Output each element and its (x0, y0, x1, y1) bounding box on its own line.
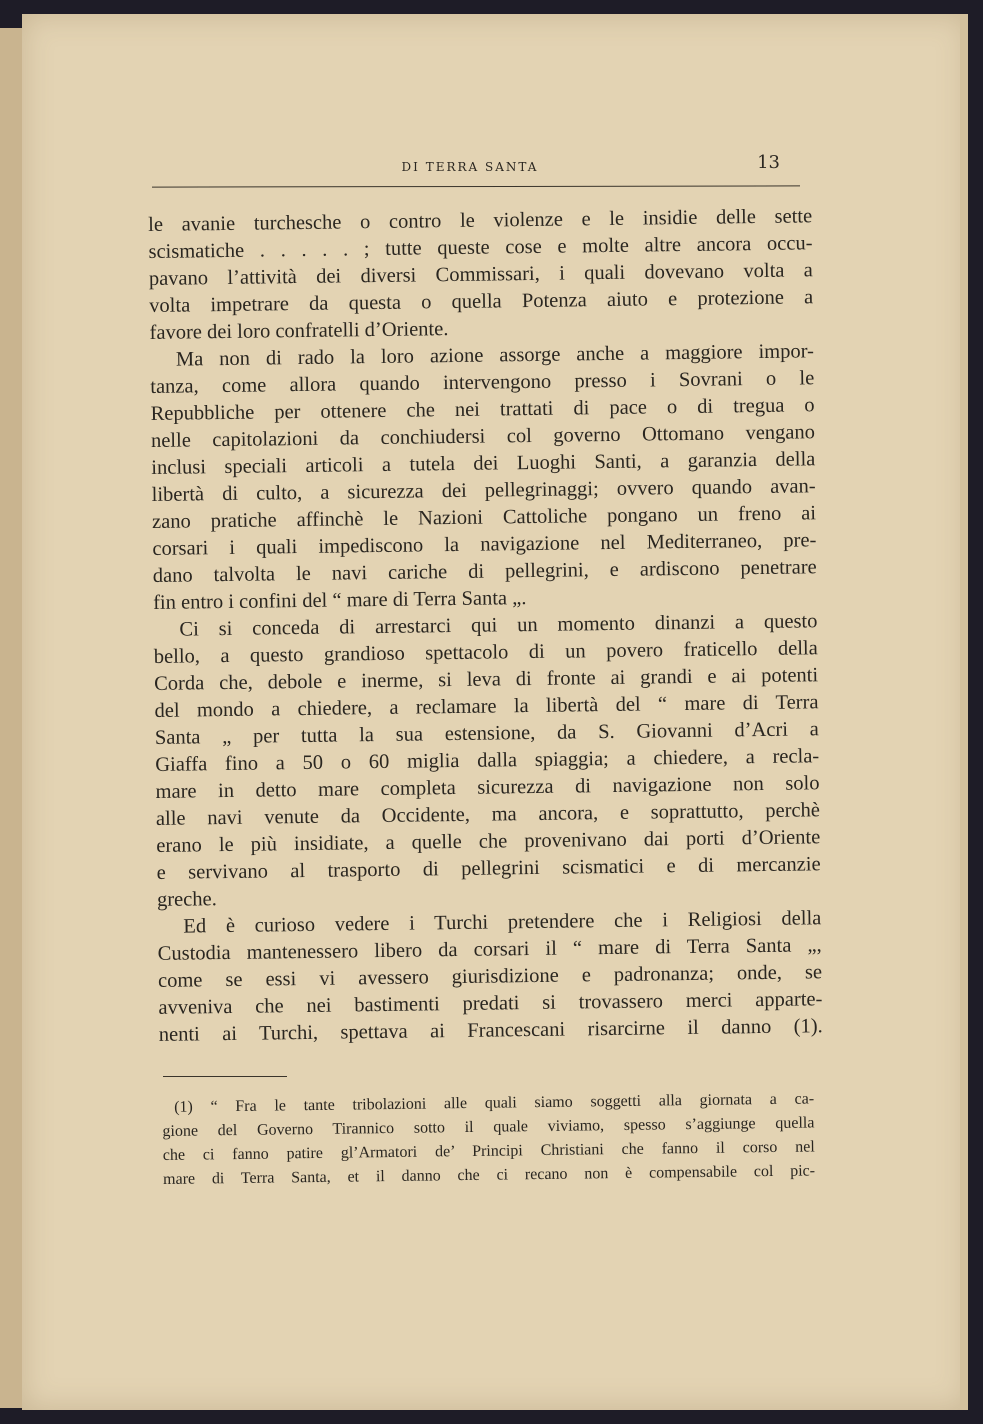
body-line: mare in detto mare completa sicurezza di navigazione non solo (155, 772, 820, 803)
body-line: Custodia mantenessero libero da corsari il “ mare di Terra Santa „, (157, 934, 822, 965)
body-line: greche. (156, 888, 217, 911)
footnote-line: gione del Governo Tirannico sotto il quale viviamo, spesso s’aggiunge quella (162, 1114, 815, 1140)
running-title: DI TERRA SANTA (401, 160, 539, 174)
footnote-line: mare di Terra Santa, et il danno che ci recano non è compensabile col pic- (162, 1162, 816, 1188)
body-line: inclusi speciali articoli a tutela dei Luoghi Santi, a garanzia della (151, 448, 816, 479)
footnote-rule (163, 1076, 287, 1077)
body-line: Ci si conceda di arrestarci qui un momento dinanzi a questo (179, 610, 818, 641)
body-line: nenti ai Turchi, spettava ai Francescani risarcirne il danno (1). (158, 1015, 823, 1046)
footnote (162, 1087, 815, 1192)
body-line: Corda che, debole e inerme, si leva di fronte ai grandi e ai potenti (154, 664, 819, 695)
body-line: come se essi vi avessero giurisdizione e padronanza; onde, se (157, 961, 823, 992)
page-right-edge (960, 14, 968, 1410)
body-line: Giaffa fino a 50 o 60 miglia dalla spiaggia; a chiedere, a recla- (155, 745, 820, 776)
body-line: erano le più insidiate, a quelle che provenivano dai porti d’Oriente (156, 826, 821, 857)
body-line: Ed è curioso vedere i Turchi pretendere che i Religiosi della (183, 907, 822, 938)
body-line: dano talvolta le navi cariche di pellegrini, e ardiscono penetrare (152, 556, 817, 587)
body-line: tanza, come allora quando intervengono presso i Sovrani o le (150, 367, 815, 398)
footnote-line: (1) “ Fra le tante tribolazioni alle quali siamo soggetti alla giornata a ca- (174, 1090, 815, 1116)
body-line: nelle capitolazioni da conchiudersi col governo Ottomano vengano (150, 421, 816, 452)
body-line: avveniva che nei bastimenti predati si trovassero merci apparte- (158, 988, 823, 1019)
page-number: 13 (757, 152, 780, 173)
body-line: zano pratiche affinchè le Nazioni Cattoliche pongano un freno ai (151, 502, 817, 533)
body-line: del mondo a chiedere, a reclamare la libertà del “ mare di Terra (154, 691, 819, 722)
body-line: e servivano al trasporto di pellegrini scismatici e di mercanzie (156, 853, 821, 884)
body-line: scismatiche . . . . . ; tutte queste cose e molte altre ancora occu- (148, 232, 813, 263)
body-line: bello, a questo grandioso spettacolo di un povero fraticello della (153, 637, 818, 668)
body-line: pavano l’attività dei diversi Commissari, i quali dovevano volta a (148, 259, 813, 290)
body-text (148, 203, 823, 1049)
body-line: volta impetrare da questa o quella Potenza aiuto e protezione a (149, 286, 814, 317)
body-line: libertà di culto, a sicurezza dei pellegrinaggi; ovvero quando avan- (151, 475, 816, 506)
body-line: fin entro i confini del “ mare di Terra Santa „. (152, 587, 527, 614)
body-line: favore dei loro confratelli d’Oriente. (149, 318, 449, 344)
body-line: alle navi venute da Occidente, ma ancora, e soprattutto, perchè (155, 799, 821, 830)
body-line: Repubbliche per ottenere che nei trattati di pace o di tregua o (150, 394, 815, 425)
body-line: le avanie turchesche o contro le violenze e le insidie delle sette (148, 205, 813, 236)
body-line: Ma non di rado la loro azione assorge anche a maggiore impor- (175, 340, 815, 371)
body-line: Santa „ per tutta la sua estensione, da S. Giovanni d’Acri a (154, 718, 819, 749)
running-head (130, 146, 810, 174)
body-line: corsari i quali impediscono la navigazione nel Mediterraneo, pre- (152, 529, 817, 560)
footnote-line: che ci fanno patire gl’Armatori de’ Principi Christiani che fanno il corso nel (162, 1138, 815, 1164)
